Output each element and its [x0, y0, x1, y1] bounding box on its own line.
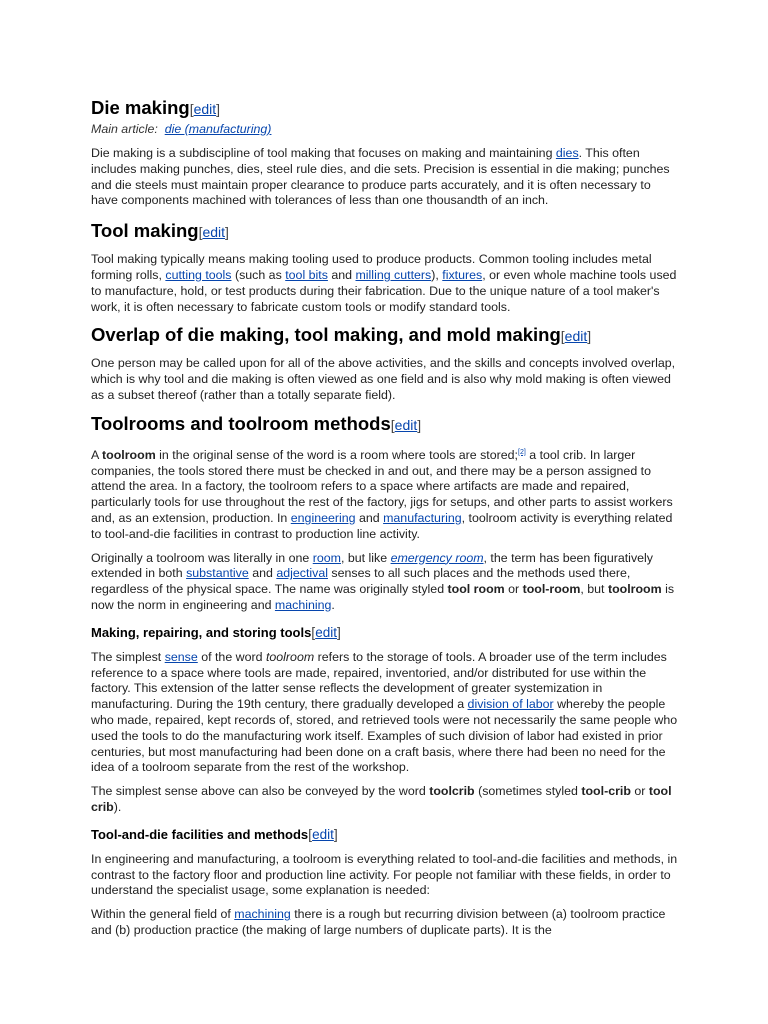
text: . This often includes making punches, dies, steel rule dies, and die sets. Precision is essential in die making; punches and die steels must maintain proper clearance to produce parts accurately, and it is often necessary to have components machined with tolerances of less than one thousandth of an inch. [91, 146, 670, 208]
bracket: ] [587, 328, 592, 345]
paragraph [91, 551, 678, 614]
link-engineering[interactable]: engineering [290, 511, 356, 526]
heading-die-making [91, 96, 678, 121]
link-sense[interactable]: sense [164, 649, 198, 664]
paragraph: One person may be called upon for all of the above activities, and the skills and concepts involved overlap, which is why tool and die making is often viewed as one field and is also why mold making is often viewed as a subset thereof (rather than a totally separate field). [91, 356, 676, 402]
text: , but [580, 582, 608, 597]
edit-link[interactable]: edit [394, 416, 418, 433]
text: ). [113, 800, 122, 815]
text: The simplest sense above can also be conveyed by the word [91, 784, 430, 799]
text: or [504, 582, 523, 597]
heading-facilities [91, 825, 678, 844]
bold-term: toolroom [607, 582, 662, 597]
main-article-link[interactable]: die (manufacturing) [164, 122, 272, 136]
heading-text: Tool making [91, 220, 199, 242]
text: The simplest [91, 649, 165, 664]
bold-term: toolroom [102, 447, 156, 462]
edit-link[interactable]: edit [564, 328, 588, 345]
bold-term: tool-room [522, 582, 581, 597]
text: , toolroom activity is everything related to tool-and-die facilities in contrast to production line activity. [91, 511, 673, 541]
paragraph [91, 784, 678, 816]
link-machining[interactable]: machining [234, 907, 291, 922]
heading-text: Die making [91, 97, 190, 118]
main-article-prefix: Main article: [91, 122, 158, 136]
bracket: [ [560, 328, 565, 345]
link-dies[interactable]: dies [555, 146, 579, 160]
link-manufacturing[interactable]: manufacturing [383, 511, 462, 526]
edit-link[interactable]: edit [315, 624, 337, 640]
bracket: ] [417, 416, 422, 433]
link-tool-bits[interactable]: tool bits [285, 267, 328, 282]
text: Tool making typically means making tooling used to produce products. Common tooling includes metal forming rolls, [91, 252, 652, 282]
heading-text: Overlap of die making, tool making, and mold making [91, 324, 561, 346]
bold-term: toolcrib [429, 784, 475, 799]
link-substantive[interactable]: substantive [186, 566, 249, 581]
text: refers to the storage of tools. A broader use of the term includes reference to a space where tools are made, repaired, inventoried, and/or distributed for use within the factory. This extension of the latter sense reflects the development of greater systemization in manufacturing. During the 19th century, there gradually developed a [91, 649, 667, 712]
bracket: [ [390, 416, 395, 433]
heading-toolrooms [91, 412, 678, 437]
paragraph: In engineering and manufacturing, a toolroom is everything related to tool-and-die facilities and methods, in contrast to the factory floor and production line activity. For people not familiar with these fields, in order to understand the specialist usage, some explanation is needed: [91, 851, 678, 898]
text: Within the general field of [91, 907, 235, 922]
text: a tool crib. In larger companies, the tools stored there must be checked in and out, and there may be a person assigned to attend the area. In a factory, the toolroom refers to a space where artifacts are made and repaired, particularly tools for use throughout the rest of the factory, jigs for setups, and other parts to assist workers and, as an extension, production. In [91, 447, 673, 526]
text: of the word [197, 649, 266, 664]
link-emergency-room[interactable]: emergency room [390, 550, 484, 565]
text: Originally a toolroom was literally in one [91, 550, 313, 565]
text: and [355, 511, 384, 526]
main-article-note [91, 122, 678, 137]
link-room[interactable]: room [312, 550, 341, 565]
text: (such as [231, 267, 286, 282]
text: Die making is a subdiscipline of tool making that focuses on making and maintaining [91, 146, 556, 160]
text: in the original sense of the word is a room where tools are stored; [155, 447, 518, 462]
text: , the term has been figuratively extended in both [91, 550, 653, 581]
paragraph [91, 252, 678, 315]
edit-link[interactable]: edit [202, 224, 226, 241]
text: A [91, 447, 103, 462]
bold-term: tool-crib [581, 784, 631, 799]
bracket: [ [311, 623, 316, 640]
text: there is a rough but recurring division between (a) toolroom practice and (b) production practice (the making of large numbers of duplicate parts). It is the [91, 907, 666, 938]
edit-link[interactable]: edit [193, 101, 217, 117]
text: , but like [340, 550, 391, 565]
heading-text: Making, repairing, and storing tools [91, 624, 312, 640]
citation-link[interactable]: [2] [518, 448, 526, 456]
text: and [248, 566, 277, 581]
heading-making-repairing [91, 623, 678, 642]
text: is now the norm in engineering and [91, 582, 675, 613]
bracket: [ [308, 825, 313, 842]
text: senses to all such places and the methods used there, regardless of the physical space. The name was originally styled [91, 566, 631, 597]
text: ), [431, 267, 443, 282]
heading-text: Tool-and-die facilities and methods [91, 826, 309, 842]
bracket: ] [225, 224, 229, 241]
link-milling-cutters[interactable]: milling cutters [355, 267, 432, 282]
bracket: [ [189, 101, 194, 117]
bold-term: tool room [447, 582, 505, 597]
text: and [327, 267, 356, 282]
text: whereby the people who made, repaired, kept records of, stored, and retrieved tools were not necessarily the same people who used the tools to do the manufacturing work itself. Examples of such division of labor had existed in prior centuries, but most manufacturing had been done on a craft basis, where there had been no need for the idea of a toolroom separate from the rest of the workshop. [91, 697, 678, 775]
text: or [630, 784, 649, 799]
bold-term: tool crib [91, 784, 672, 815]
link-adjectival[interactable]: adjectival [276, 566, 328, 581]
text: . [331, 598, 335, 613]
heading-text: Toolrooms and toolroom methods [91, 412, 391, 434]
link-fixtures[interactable]: fixtures [442, 267, 483, 282]
italic-term: toolroom [265, 649, 315, 664]
edit-link[interactable]: edit [312, 826, 334, 842]
heading-tool-making [91, 219, 678, 244]
paragraph [91, 445, 678, 543]
bracket: [ [198, 224, 203, 241]
paragraph [91, 146, 678, 209]
link-cutting-tools[interactable]: cutting tools [165, 267, 232, 282]
bracket: ] [333, 825, 338, 842]
heading-overlap [91, 323, 678, 348]
link-machining[interactable]: machining [274, 598, 332, 613]
text: , or even whole machine tools used to manufacture, hold, or test products during their fabrication. Due to the unique nature of a tool maker's work, it is often necessary to fabricate custom tools or modify standard tools. [91, 267, 677, 314]
text: (sometimes styled [474, 784, 582, 799]
bracket: ] [336, 623, 341, 640]
paragraph [91, 650, 678, 776]
link-division-of-labor[interactable]: division of labor [467, 697, 554, 712]
paragraph [91, 907, 678, 939]
bracket: ] [216, 101, 221, 117]
